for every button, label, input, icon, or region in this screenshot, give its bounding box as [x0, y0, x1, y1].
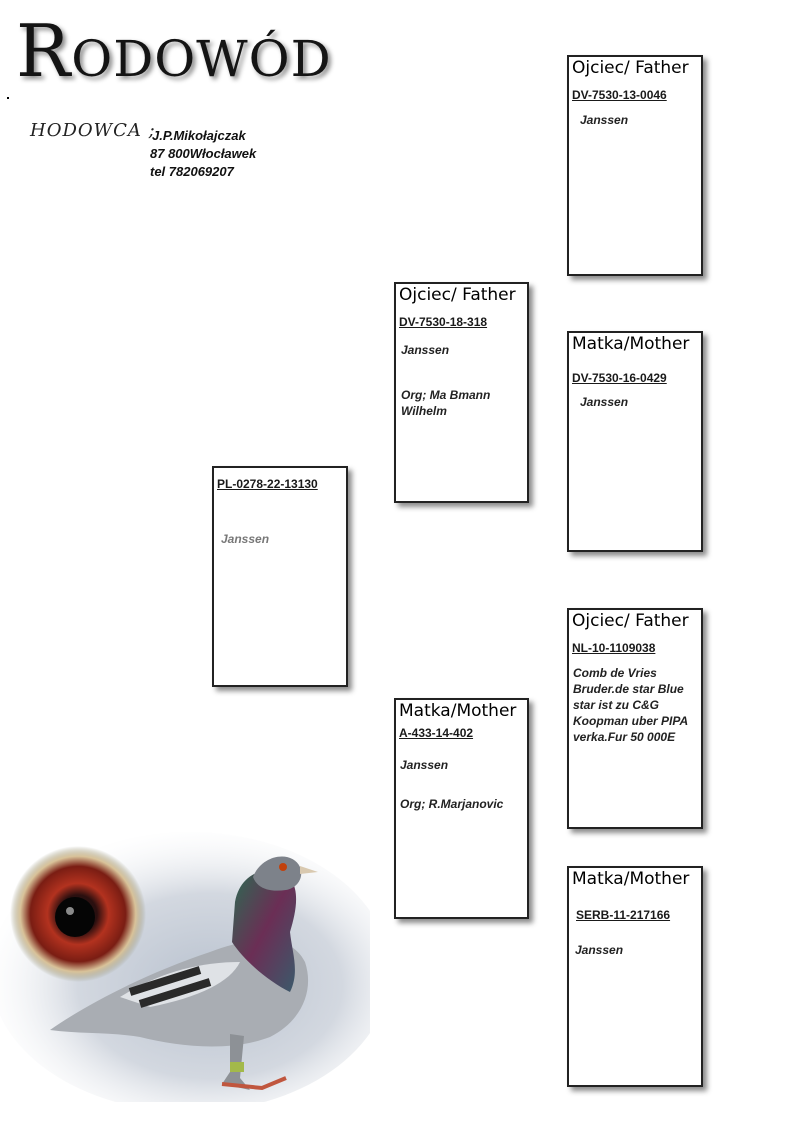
strain-text: Janssen — [580, 395, 629, 409]
origin-text: Org; R.Marjanovic — [400, 797, 504, 811]
role-label: Matka/Mother — [572, 869, 690, 889]
pedigree-card-sire-dam — [567, 331, 703, 552]
pedigree-card-sire-sire — [567, 55, 703, 276]
ring-number: NL-10-1109038 — [572, 641, 656, 655]
pedigree-card-sire — [394, 282, 529, 503]
breeder-address: 87 800Włocławek — [150, 146, 257, 161]
pedigree-card-dam — [394, 698, 529, 919]
role-label: Matka/Mother — [399, 701, 517, 721]
notes-text: Comb de Vries Bruder.de star Blue star ist zu C&G Koopman uber PIPA verka.Fur 50 000E — [573, 666, 688, 744]
breeder-label: HODOWCA ; — [30, 120, 156, 141]
ring-number: DV-7530-13-0046 — [572, 88, 667, 102]
pigeon-eye-closeup — [10, 846, 146, 982]
ring-number: DV-7530-18-318 — [399, 315, 488, 329]
ring-number: SERB-11-217166 — [576, 908, 671, 922]
strain-text: Janssen — [221, 532, 270, 546]
role-label: Matka/Mother — [572, 334, 690, 354]
role-label: Ojciec/ Father — [399, 285, 516, 305]
breeder-phone: tel 782069207 — [150, 164, 234, 179]
breeder-info — [150, 127, 256, 181]
origin-text: Org; Ma Bmann Wilhelm — [401, 388, 491, 418]
pedigree-card-dam-dam — [567, 866, 703, 1087]
pedigree-card-dam-sire — [567, 608, 703, 829]
breeder-name: J.P.Mikołajczak — [152, 128, 246, 143]
strain-text: Janssen — [400, 758, 449, 772]
page-title: Rodowód — [16, 9, 332, 93]
role-label: Ojciec/ Father — [572, 58, 689, 78]
decorative-dot — [7, 97, 9, 99]
pigeon-photo — [0, 822, 370, 1102]
ring-number: PL-0278-22-13130 — [217, 477, 318, 491]
pedigree-card-subject — [212, 466, 348, 687]
ring-number: DV-7530-16-0429 — [572, 371, 667, 385]
strain-text: Janssen — [575, 943, 624, 957]
ring-number: A-433-14-402 — [399, 726, 474, 740]
role-label: Ojciec/ Father — [572, 611, 689, 631]
strain-text: Janssen — [401, 343, 450, 357]
strain-text: Janssen — [580, 113, 629, 127]
